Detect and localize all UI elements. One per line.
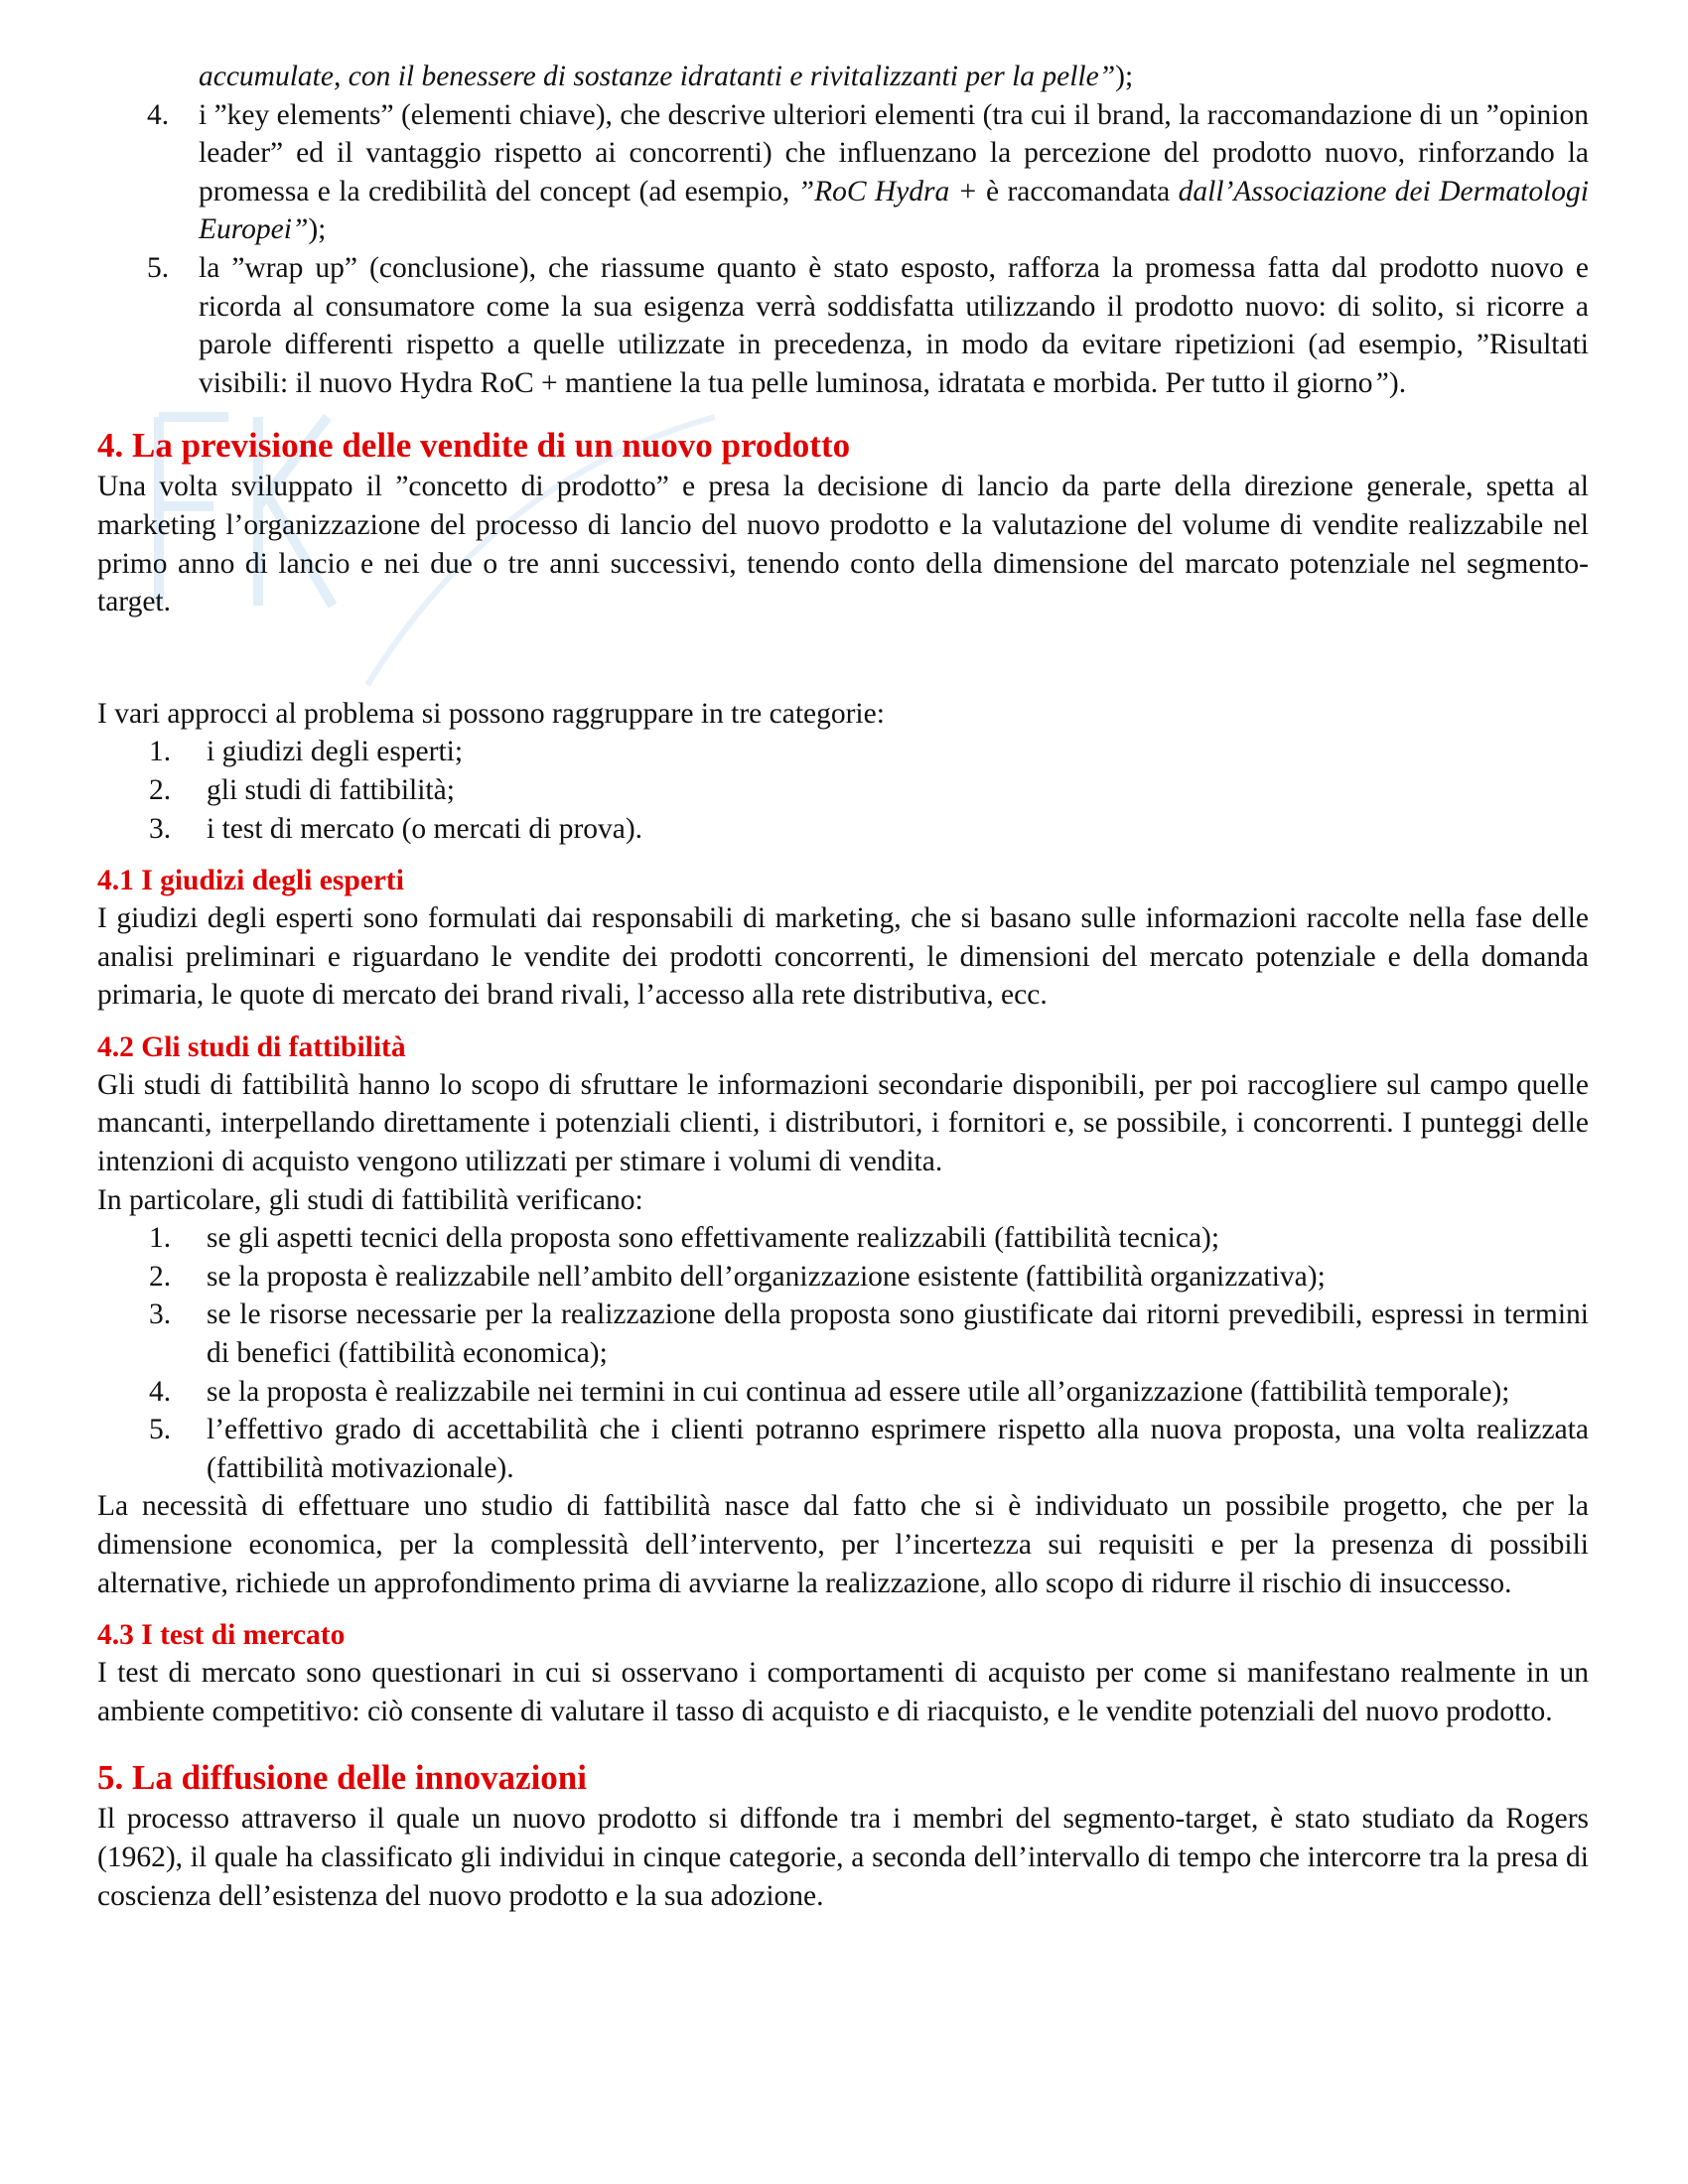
list-item: [97, 733, 1589, 771]
section-4-2-body: Gli studi di fattibilità hanno lo scopo di sfruttare le informazioni secondarie disponibili, per poi raccogliere sul campo quelle mancanti, interpellando direttamente i potenziali clienti, i distributori, i fornitori e, se possibile, i concorrenti. I punteggi delle intenzioni di acquisto vengono utilizzati per stimare i volumi di vendita.: [97, 1068, 1589, 1178]
item-text: ).: [1388, 366, 1407, 399]
item-italic: dall’Associazione dei Dermatologi Europei”: [199, 175, 1590, 246]
item-text: gli studi di fattibilità;: [207, 773, 455, 806]
list-item-continuation: [97, 58, 1589, 96]
approaches-list: [97, 733, 1589, 848]
item-number: 5.: [149, 1414, 172, 1446]
item-number: 3.: [149, 1298, 172, 1331]
item-number: 1.: [149, 736, 172, 768]
item-text: è raccomandata: [977, 175, 1179, 207]
list-item: [97, 771, 1589, 810]
item-number: 4.: [149, 1375, 172, 1408]
list-item-wrap-up: [97, 249, 1589, 402]
section-4-2-conclusion: La necessità di effettuare uno studio di fattibilità nasce dal fatto che si è individuato un possibile progetto, che per la dimensione economica, per la complessità dell’intervento, per l’incertezza sui requisiti e per la presenza di possibili alternative, richiede un approfondimento prima di avviarne la realizzazione, allo scopo di ridurre il rischio di insuccesso.: [97, 1490, 1589, 1599]
item-text: i giudizi degli esperti;: [207, 736, 464, 768]
section-4-2-list-intro: In particolare, gli studi di fattibilità verificano:: [97, 1183, 643, 1216]
item-italic: ”: [1372, 366, 1389, 399]
item-italic: ”RoC Hydra +: [797, 175, 978, 207]
item-text: se la proposta è realizzabile nell’ambito dell’organizzazione esistente (fattibilità organizzativa);: [207, 1260, 1326, 1293]
item-text: la ”wrap up” (conclusione), che riassume quanto è stato esposto, rafforza la promessa fatta dal prodotto nuovo e ricorda al consumatore come la sua esigenza verrà soddisfatta utilizzando il prodotto nuovo: di solito, si ricorre a parole differenti rispetto a quelle utilizzate in precedenza, in modo da evitare ripetizioni (ad esempio, ”Risultati visibili: il nuovo Hydra RoC + mantiene la tua pelle luminosa, idratata e morbida. Per tutto il giorno: [199, 251, 1589, 399]
item-number: 2.: [149, 773, 172, 806]
section-4-1-heading: 4.1 I giudizi degli esperti: [97, 865, 404, 897]
section-4-1-body: I giudizi degli esperti sono formulati dai responsabili di marketing, che si basano sulle informazioni raccolte nella fase delle analisi preliminari e riguardano le vendite dei prodotti concorrenti, le dimensioni del mercato potenziale e della domanda primaria, le quote di mercato dei brand rivali, l’accesso alla rete distributiva, ecc.: [97, 902, 1589, 1012]
item-text: se la proposta è realizzabile nei termini in cui continua ad essere utile all’organizzazione (fattibilità temporale);: [207, 1375, 1510, 1408]
list-item: [97, 1258, 1589, 1297]
item-number: 1.: [149, 1222, 172, 1255]
section-4-intro: Una volta sviluppato il ”concetto di prodotto” e presa la decisione di lancio da parte della direzione generale, spetta al marketing l’organizzazione del processo di lancio del nuovo prodotto e la valutazione del volume di vendite realizzabile nel primo anno di lancio e nei due o tre anni successivi, tenendo conto della dimensione del marcato potenziale nel segmento-target.: [97, 471, 1589, 618]
section-4-2-heading: 4.2 Gli studi di fattibilità: [97, 1030, 406, 1063]
section-5-heading: 5. La diffusione delle innovazioni: [97, 1758, 587, 1798]
item-text: );: [308, 213, 327, 246]
list-item-key-elements: [97, 96, 1589, 249]
list-item: [97, 1219, 1589, 1258]
section-4-heading: 4. La previsione delle vendite di un nuovo prodotto: [97, 426, 851, 466]
feasibility-list: [97, 1219, 1589, 1487]
document-page: [97, 58, 1589, 1915]
list-item: [97, 1373, 1589, 1412]
list-item: [97, 1411, 1589, 1487]
approaches-intro: I vari approcci al problema si possono raggruppare in tre categorie:: [97, 697, 885, 730]
list-item: [97, 1296, 1589, 1372]
item-text: i test di mercato (o mercati di prova).: [207, 812, 643, 845]
section-4-3-body: I test di mercato sono questionari in cui si osservano i comportamenti di acquisto per come si manifestano realmente in un ambiente competitivo: ciò consente di valutare il tasso di acquisto e di riacquisto, e le vendite potenziali del nuovo prodotto.: [97, 1657, 1589, 1727]
item-number: 3.: [149, 812, 172, 845]
item-number: 2.: [149, 1260, 172, 1293]
list-item: [97, 810, 1589, 849]
section-5-body: Il processo attraverso il quale un nuovo prodotto si diffonde tra i membri del segmento-target, è stato studiato da Rogers (1962), il quale ha classificato gli individui in cinque categorie, a seconda dell’intervallo di tempo che intercorre tra la presa di coscienza dell’esistenza del nuovo prodotto e la sua adozione.: [97, 1803, 1589, 1912]
section-4-3-heading: 4.3 I test di mercato: [97, 1619, 346, 1652]
continuation-end: );: [1115, 61, 1134, 92]
item-text: l’effettivo grado di accettabilità che i clienti potranno esprimere rispetto alla nuova proposta, una volta realizzata (fattibilità motivazionale).: [207, 1414, 1589, 1484]
item-text: se le risorse necessarie per la realizzazione della proposta sono giustificate dai ritorni prevedibili, espressi in termini di benefici (fattibilità economica);: [207, 1298, 1589, 1370]
item-number: 4.: [147, 98, 170, 131]
item-text: i ”key elements” (elementi chiave), che descrive ulteriori elementi (tra cui il brand, la raccomandazione di un ”opinion leader” ed il vantaggio rispetto ai concorrenti) che influenzano la percezione del prodotto nuovo, rinforzando la promessa e la credibilità del concept (ad esempio,: [199, 98, 1589, 207]
top-list: [97, 58, 1589, 402]
continuation-text: accumulate, con il benessere di sostanze idratanti e rivitalizzanti per la pelle”: [199, 61, 1116, 92]
item-number: 5.: [147, 251, 170, 284]
item-text: se gli aspetti tecnici della proposta sono effettivamente realizzabili (fattibilità tecnica);: [207, 1222, 1220, 1255]
